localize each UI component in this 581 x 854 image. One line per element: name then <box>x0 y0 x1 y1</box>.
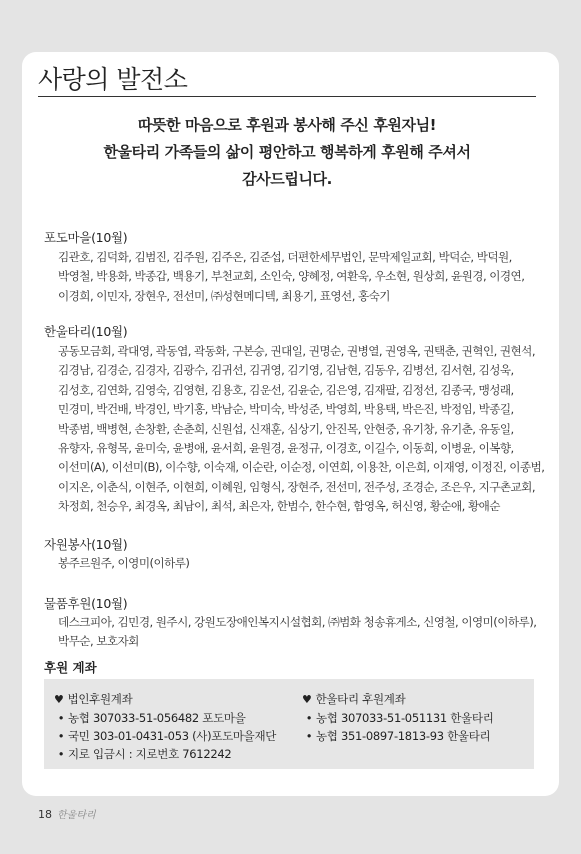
donor-name: 김경순 <box>96 363 129 378</box>
donor-name: 한범수 <box>276 499 309 514</box>
donor-name: 박남순 <box>210 402 243 417</box>
donor-name: 권대일 <box>270 344 303 358</box>
donor-name: 이숙재 <box>203 460 236 475</box>
donor-name: 김용호 <box>210 382 243 397</box>
donor-name: 김윤순 <box>287 382 320 397</box>
donor-name: 윤서희 <box>210 441 243 456</box>
donor-name: 곽대영 <box>117 344 150 358</box>
donor-name: 김경남 <box>58 363 90 378</box>
content-card <box>22 52 559 796</box>
donor-name: 박은진 <box>402 402 435 417</box>
heart-icon: ♥ <box>302 693 312 706</box>
donor-name: 김재팔 <box>363 382 396 397</box>
donor-list-volunteer: 봉주르원주, 이영미(이하루) <box>58 556 190 570</box>
donor-name: 권영옥 <box>385 344 418 358</box>
donor-name: 박용택 <box>363 402 396 417</box>
donor-name: 권명순 <box>308 344 341 358</box>
donor-name: 김주온 <box>210 250 243 264</box>
intro-line: 한울타리 가족들의 삶이 평안하고 행복하게 후원해 주셔서 <box>103 143 471 161</box>
donor-name: 유형목 <box>96 441 129 456</box>
donor-name: 이선미(A) <box>58 460 106 475</box>
donor-name: 박용화 <box>96 269 129 284</box>
donor-name: 신영철 <box>423 615 456 629</box>
bullet-icon: • <box>305 711 313 725</box>
donor-name: 윤원경 <box>451 269 483 284</box>
donor-name: 백용기 <box>172 269 205 284</box>
donor-name: 유동일 <box>478 421 511 436</box>
donor-name: 박덕순 <box>438 250 471 264</box>
donor-name: 곽동엽 <box>155 344 188 358</box>
donor-name: 김관호 <box>58 250 90 264</box>
donor-name: 표영선 <box>319 288 352 303</box>
donor-name: 권혁인 <box>461 344 494 358</box>
donor-name: 김성호 <box>58 382 90 397</box>
hanultari-account-label: 한울타리 후원계좌 <box>315 692 406 706</box>
donor-name: 박종갑 <box>134 269 167 284</box>
donor-name: 이지온 <box>58 479 90 494</box>
account-item <box>54 745 294 763</box>
donor-name: 조경순 <box>402 479 435 494</box>
donor-name: 지구촌교회 <box>478 479 532 494</box>
donor-name: 김서현 <box>440 363 473 378</box>
donor-list-goods: 데스크피아, 김민경, 원주시, 강원도장애인복지시설협회, ㈜범화 청송휴게소, 신영철, 이영미(이하루), 박무순, 보호자회 <box>58 615 537 649</box>
hanultari-account-heading <box>302 689 532 709</box>
section-title-podo: 포도마을(10월) <box>44 230 128 245</box>
donor-name: 더편한세무법인 <box>287 250 362 264</box>
donor-name: 이복향 <box>478 441 511 456</box>
donor-name: 박경인 <box>134 402 167 417</box>
title-divider <box>38 96 536 97</box>
donor-name: 박종범 <box>58 421 90 436</box>
donor-name: 전주성 <box>363 479 396 494</box>
donor-name: 이병윤 <box>440 441 473 456</box>
donor-name: 장현주 <box>287 479 320 494</box>
donor-name: ㈜성현메디텍 <box>210 288 276 303</box>
donor-name: 이길수 <box>363 441 396 456</box>
thank-you-message <box>38 112 536 193</box>
donor-name: ㈜범화 청송휴게소 <box>328 615 417 629</box>
magazine-logo: 한울타리 <box>57 810 96 821</box>
corporate-account-column <box>54 689 294 763</box>
donor-name: 김귀영 <box>249 363 282 378</box>
donor-name: 이동희 <box>402 441 435 456</box>
donor-name: 이춘식 <box>96 479 129 494</box>
account-item-text: 농협 307033-51-051131 한울타리 <box>316 711 494 725</box>
section-title-goods: 물품후원(10월) <box>44 596 128 611</box>
donor-name: 전선미 <box>325 479 358 494</box>
account-item-text: 국민 303-01-0431-053 (사)포도마을재단 <box>68 729 277 743</box>
donor-name: 이현희 <box>172 479 205 494</box>
account-item <box>54 727 294 745</box>
donor-name: 문막제일교회 <box>368 250 433 264</box>
donor-name: 이혜원 <box>210 479 243 494</box>
donor-name: 이용찬 <box>356 460 389 475</box>
donor-name: 김영현 <box>172 382 205 397</box>
donor-name: 유향자 <box>58 441 90 456</box>
donor-name: 김남현 <box>325 363 358 378</box>
donor-name: 이순란 <box>241 460 274 475</box>
donor-name: 김덕화 <box>96 250 129 264</box>
account-section-title: 후원 계좌 <box>44 660 97 675</box>
donor-name: 이경연 <box>489 269 522 284</box>
donor-name: 박건배 <box>96 402 129 417</box>
donor-name: 박영철 <box>58 269 90 284</box>
donor-name: 김성욱 <box>478 363 511 378</box>
page-title: 사랑의 발전소 <box>38 65 188 94</box>
donor-name: 한수현 <box>315 499 347 514</box>
donor-name: 원상희 <box>412 269 445 284</box>
account-item-text: 농협 351-0897-1813-93 한울타리 <box>316 729 491 743</box>
donor-name: 이민자 <box>96 288 129 303</box>
donor-name: 천승우 <box>96 499 129 514</box>
corporate-account-heading <box>54 689 294 709</box>
donor-name: 최남이 <box>172 499 205 514</box>
donor-name: 윤미숙 <box>134 441 167 456</box>
donor-name: 안진목 <box>325 421 358 436</box>
donor-name: 황순애 <box>429 499 462 514</box>
donor-name: 이정진 <box>471 460 503 475</box>
donor-name: 김종국 <box>440 382 473 397</box>
bullet-icon: • <box>57 711 65 725</box>
donor-name: 권병열 <box>346 344 379 358</box>
hanultari-account-column <box>302 689 532 745</box>
donor-name: 공동모금회 <box>58 344 112 358</box>
donor-name: 허신영 <box>391 499 424 514</box>
donor-name: 김준섭 <box>249 250 282 264</box>
donor-name: 곽동화 <box>194 344 226 358</box>
page-footer <box>38 806 96 821</box>
donor-name: 전선미 <box>172 288 205 303</box>
account-item <box>302 709 532 727</box>
donor-name: 이영미(이하루) <box>117 556 190 570</box>
account-item-text: 지로 입금시 : 지로번호 7612242 <box>68 747 232 761</box>
donor-name: 최용기 <box>281 288 314 303</box>
donor-name: 맹성래 <box>478 382 511 397</box>
donor-name: 박성준 <box>287 402 320 417</box>
donor-name: 신원섭 <box>210 421 243 436</box>
donor-name: 김기영 <box>287 363 320 378</box>
donor-name: 유기춘 <box>440 421 473 436</box>
donor-name: 백병현 <box>96 421 129 436</box>
donor-name: 이은희 <box>394 460 427 475</box>
donor-name: 윤병애 <box>172 441 205 456</box>
donor-name: 김정선 <box>402 382 435 397</box>
donor-name: 박무순 <box>58 634 90 649</box>
donor-name: 데스크피아 <box>58 615 112 629</box>
section-title-volunteer: 자원봉사(10월) <box>44 537 128 552</box>
donor-name: 유기창 <box>402 421 435 436</box>
intro-line: 따뜻한 마음으로 후원과 봉사해 주신 후원자님! <box>137 116 437 134</box>
donor-name: 권택춘 <box>423 344 456 358</box>
donor-name: 박기홍 <box>172 402 205 417</box>
donor-name: 이선미(B) <box>111 460 159 475</box>
account-item-text: 농협 307033-51-056482 포도마을 <box>68 711 246 725</box>
account-item <box>54 709 294 727</box>
donor-name: 박정임 <box>440 402 473 417</box>
donor-name: 이현주 <box>134 479 167 494</box>
section-title-hanultari: 한울타리(10월) <box>44 324 128 339</box>
donor-name: 심상기 <box>287 421 320 436</box>
donor-name: 강원도장애인복지시설협회 <box>194 615 322 629</box>
donor-name: 박미숙 <box>249 402 282 417</box>
donor-name: 최석 <box>210 499 233 514</box>
donor-name: 김민경 <box>117 615 150 629</box>
heart-icon: ♥ <box>54 693 64 706</box>
donor-name: 이경호 <box>325 441 358 456</box>
donor-name: 보호자회 <box>96 634 139 649</box>
corporate-account-label: 법인후원계좌 <box>67 692 133 706</box>
bullet-icon: • <box>57 729 65 743</box>
donor-name: 이순정 <box>279 460 312 475</box>
donor-name: 황애순 <box>467 499 500 514</box>
donor-name: 차정희 <box>58 499 90 514</box>
intro-line: 감사드립니다. <box>242 170 332 188</box>
donor-name: 이연희 <box>318 460 351 475</box>
donor-name: 여환욱 <box>336 269 369 284</box>
donor-name: 김귀선 <box>210 363 243 378</box>
donor-name: 원주시 <box>155 615 188 629</box>
bullet-icon: • <box>57 747 65 761</box>
donor-name: 조은우 <box>440 479 473 494</box>
donor-name: 우소현 <box>374 269 407 284</box>
donor-name: 신재훈 <box>249 421 282 436</box>
donor-name: 김동우 <box>363 363 396 378</box>
donor-name: 소인숙 <box>259 269 292 284</box>
bullet-icon: • <box>305 729 313 743</box>
donor-name: 이재영 <box>432 460 465 475</box>
donor-name: 박덕원 <box>476 250 509 264</box>
donor-name: 이경희 <box>58 288 90 303</box>
donor-name: 임형식 <box>249 479 282 494</box>
donor-name: 김병선 <box>402 363 435 378</box>
page-number: 18 <box>38 808 52 821</box>
donor-name: 김운선 <box>249 382 282 397</box>
donor-name: 양혜정 <box>298 269 331 284</box>
donor-name: 윤원경 <box>249 441 282 456</box>
donor-name: 김범진 <box>134 250 167 264</box>
donor-name: 김주원 <box>172 250 205 264</box>
donor-name: 홍숙기 <box>357 288 390 303</box>
donor-name: 김연화 <box>96 382 129 397</box>
donor-list-hanultari: 공동모금회, 곽대영, 곽동엽, 곽동화, 구본승, 권대일, 권명순, 권병열, 권영옥, 권택춘, 권혁인, 권현석, 김경남, 김경순, 김경자, 김광수, 김귀선, 김귀영, 김기영, 김남현, 김동우, 김병선, 김서현, 김성욱, 김성호, 김연화, 김영숙, 김영현, 김용호, 김운선, 김윤순, 김은영, 김재팔, 김정선, 김종국, 맹성래, 민경미, 박건배, 박경인, 박기홍, 박남순, 박미숙, 박성준, 박영희, 박용택, 박은진, 박정임, 박종길, 박종범, 백병현, 손창환, 손춘희, 신원섭, 신재훈, 심상기, 안진목, 안현중, 유기창, 유기춘, 유동일, 유향자, 유형목, 윤미숙, 윤병애, 윤서희, 윤원경, 윤정규, 이경호, 이길수, 이동희, 이병윤, 이복향, 이선미(A), 이선미(B), 이수향, 이숙재, 이순란, 이순정, 이연희, 이용찬, 이은희, 이재영, 이정진, 이종범, 이지온, 이춘식, 이현주, 이현희, 이혜원, 임형식, 장현주, 전선미, 전주성, 조경순, 조은우, 지구촌교회, 차정희, 천승우, 최경옥, 최남이, 최석, 최은자, 한범수, 한수현, 함영옥, 허신영, 황순애, 황애순 <box>58 344 545 514</box>
account-box <box>44 679 534 769</box>
donor-name: 민경미 <box>58 402 90 417</box>
donor-name: 박영희 <box>325 402 358 417</box>
donor-name: 이수향 <box>165 460 198 475</box>
donor-name: 손창환 <box>134 421 167 436</box>
donor-name: 안현중 <box>363 421 396 436</box>
donor-name: 권현석 <box>499 344 532 358</box>
donor-name: 김영숙 <box>134 382 167 397</box>
donor-name: 부천교회 <box>210 269 254 284</box>
donor-list-podo: 김관호, 김덕화, 김범진, 김주원, 김주온, 김준섭, 더편한세무법인, 문막제일교회, 박덕순, 박덕원, 박영철, 박용화, 박종갑, 백용기, 부천교회, 소인숙, 양혜정, 여환욱, 우소현, 원상희, 윤원경, 이경연, 이경희, 이민자, 장현우, 전선미, ㈜성현메디텍, 최용기, 표영선, 홍숙기 <box>58 250 525 303</box>
donor-name: 이영미(이하루) <box>461 615 534 629</box>
donor-name: 봉주르원주 <box>58 556 112 570</box>
donor-name: 최은자 <box>238 499 271 514</box>
donor-name: 박종길 <box>478 402 511 417</box>
donor-name: 윤정규 <box>287 441 320 456</box>
account-item <box>302 727 532 745</box>
donor-name: 함영옥 <box>353 499 386 514</box>
donor-name: 김광수 <box>172 363 205 378</box>
donor-name: 손춘희 <box>172 421 205 436</box>
donor-name: 장현우 <box>134 288 167 303</box>
donor-name: 최경옥 <box>134 499 167 514</box>
donor-name: 김은영 <box>325 382 358 397</box>
donor-name: 김경자 <box>134 363 167 378</box>
donor-name: 이종범 <box>509 460 542 475</box>
donor-name: 구본승 <box>232 344 265 358</box>
